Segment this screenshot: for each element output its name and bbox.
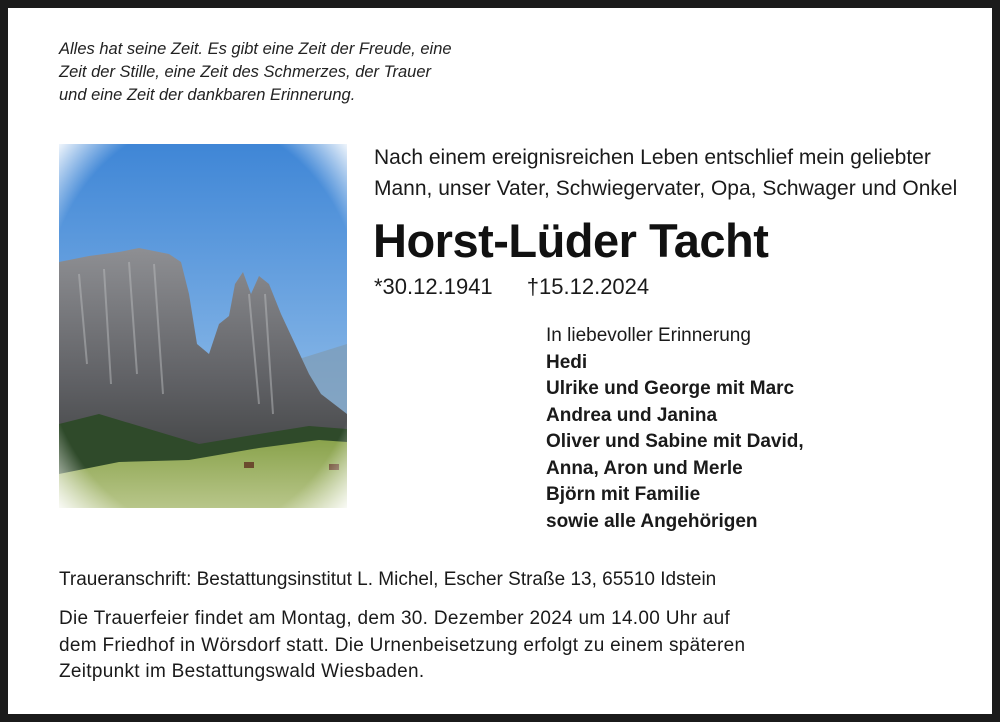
mourner-name: Andrea und Janina: [546, 404, 718, 426]
mourner-name: sowie alle Angehörigen: [546, 510, 758, 532]
funeral-info: [59, 606, 745, 686]
mourners-list: [546, 323, 804, 535]
funeral-line: dem Friedhof in Wörsdorf statt. Die Urnenbeisetzung erfolgt zu einem späteren: [59, 634, 746, 656]
life-dates: [374, 274, 649, 300]
intro-line: Mann, unser Vater, Schwiegervater, Opa, Schwager und Onkel: [374, 177, 958, 200]
mourner-name: Oliver und Sabine mit David,: [546, 431, 804, 452]
motto-line: und eine Zeit der dankbaren Erinnerung.: [59, 86, 356, 104]
intro-line: Nach einem ereignisreichen Leben entschlief mein geliebter: [374, 146, 931, 169]
mourning-address: Traueranschrift: Bestattungsinstitut L. Michel, Escher Straße 13, 65510 Idstein: [59, 569, 717, 590]
motto-quote: [59, 38, 519, 107]
mourner-name: Hedi: [546, 351, 588, 373]
intro-text: [374, 142, 957, 204]
motto-line: Zeit der Stille, eine Zeit des Schmerzes, der Trauer: [59, 63, 432, 81]
birth-date: *30.12.1941: [374, 274, 493, 299]
motto-line: Alles hat seine Zeit. Es gibt eine Zeit der Freude, eine: [59, 40, 452, 58]
mourner-name: Anna, Aron und Merle: [546, 457, 743, 479]
mourner-name: Björn mit Familie: [546, 484, 701, 505]
obituary-card: [8, 8, 992, 714]
mourners-lead: In liebevoller Erinnerung: [546, 325, 751, 346]
mourner-name: Ulrike und George mit Marc: [546, 378, 795, 399]
death-date: †15.12.2024: [526, 274, 650, 299]
funeral-line: Zeitpunkt im Bestattungswald Wiesbaden.: [59, 661, 425, 682]
mountain-photo: [59, 144, 347, 508]
funeral-line: Die Trauerfeier findet am Montag, dem 30. Dezember 2024 um 14.00 Uhr auf: [59, 608, 731, 629]
deceased-name: Horst-Lüder Tacht: [373, 214, 769, 267]
